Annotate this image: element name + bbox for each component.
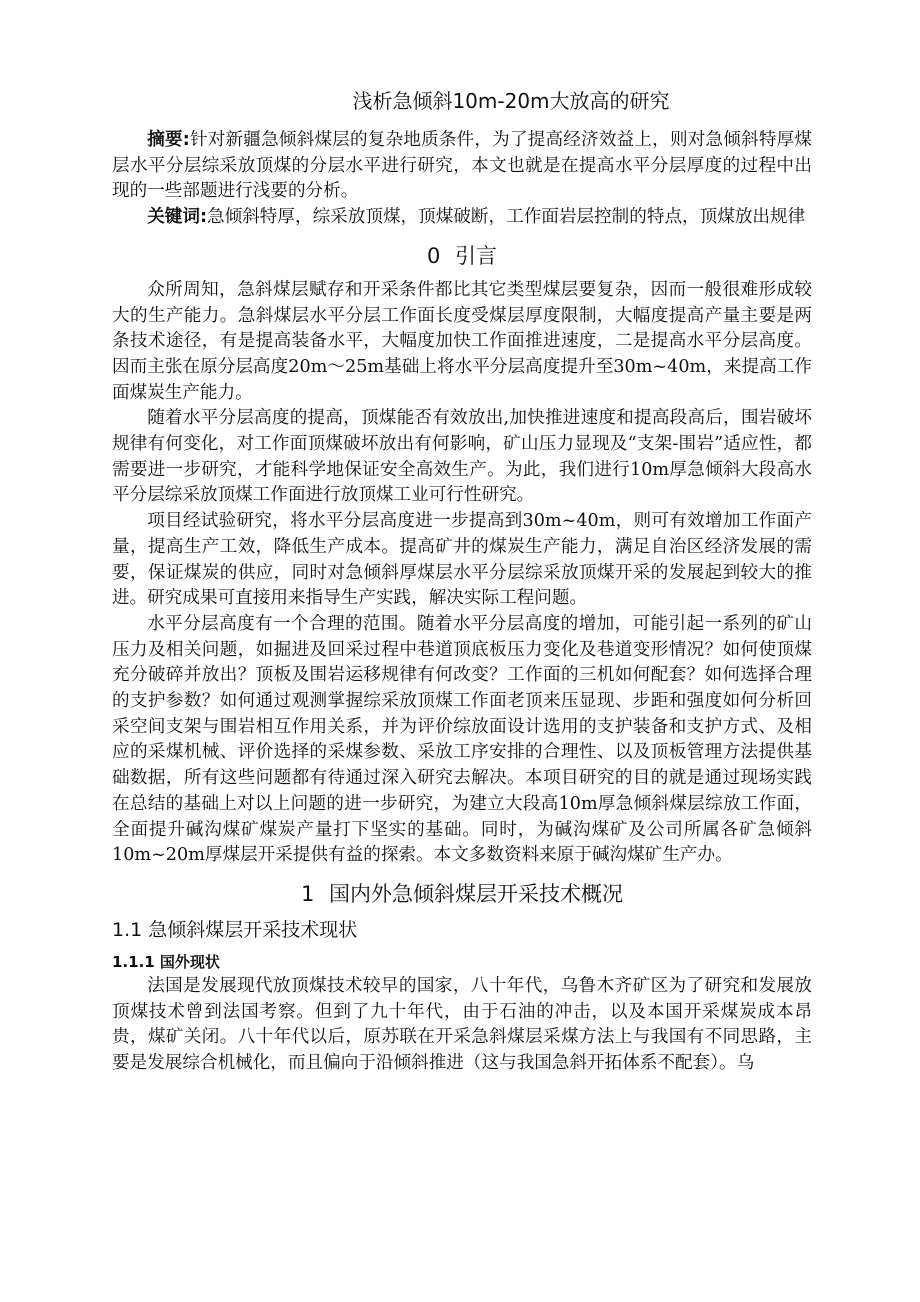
abstract <box>112 128 812 205</box>
section-0-paragraph: 项目经试验研究，将水平分层高度进一步提高到30m~40m，则可有效增加工作面产量，提高生产工效，降低生产成本。提高矿井的煤炭生产能力，满足自治区经济发展的需要，保证煤炭的供应，同时对急倾斜厚煤层水平分层综采放顶煤开采的发展起到较大的推进。研究成果可直接用来指导生产实践，解决实际工程问题。 <box>112 511 812 609</box>
abstract-text: 针对新疆急倾斜煤层的复杂地质条件，为了提高经济效益上，则对急倾斜特厚煤层水平分层综采放顶煤的分层水平进行研究，本文也就是在提高水平分层厚度的过程中出现的一些部题进行浅要的分析。 <box>112 130 812 202</box>
section-1-1-heading: 1.1 急倾斜煤层开采技术现状 <box>112 918 358 941</box>
abstract-label: 摘要: <box>147 130 190 150</box>
document-title: 浅析急倾斜10m-20m大放高的研究 <box>352 89 670 113</box>
section-0-paragraph: 众所周知，急斜煤层赋存和开采条件都比其它类型煤层要复杂，因而一般很难形成较大的生产能力。急斜煤层水平分层工作面长度受煤层厚度限制，大幅度提高产量主要是两条技术途径，有是提高装备水平，大幅度加快工作面推进速度，二是提高水平分层高度。因而主张在原分层高度20m～25m基础上将水平分层高度提升至30m~40m，来提高工作面煤炭生产能力。 <box>112 279 812 403</box>
section-1-heading: 1 国内外急倾斜煤层开采技术概况 <box>300 881 624 906</box>
section-0-heading: 0 引言 <box>426 243 498 268</box>
section-0-paragraph: 随着水平分层高度的提高，顶煤能否有效放出,加快推进速度和提高段高后，围岩破坏规律有何变化，对工作面顶煤破坏放出有何影响，矿山压力显现及“支架-围岩”适应性，都需要进一步研究，才能科学地保证安全高效生产。为此，我们进行10m厚急倾斜大段高水平分层综采放顶煤工作面进行放顶煤工业可行性研究。 <box>112 408 812 506</box>
keywords-label: 关键词: <box>147 207 208 228</box>
keywords <box>112 205 812 231</box>
section-1-paragraph: 法国是发展现代放顶煤技术较早的国家，八十年代，乌鲁木齐矿区为了研究和发展放顶煤技术曾到法国考察。但到了九十年代，由于石油的冲击，以及本国开采煤炭成本昂贵，煤矿关闭。八十年代以后，原苏联在开采急斜煤层采煤方法上与我国有不同思路，主要是发展综合机械化，而且偏向于沿倾斜推进（这与我国急斜开拓体系不配套）。乌 <box>112 975 812 1074</box>
keywords-text: 急倾斜特厚，综采放顶煤，顶煤破断，工作面岩层控制的特点，顶煤放出规律 <box>207 207 806 228</box>
section-0-paragraph: 水平分层高度有一个合理的范围。随着水平分层高度的增加，可能引起一系列的矿山压力及相关问题，如掘进及回采过程中巷道顶底板压力变化及巷道变形情况？如何使顶煤充分破碎并放出？顶板及围岩运移规律有何改变？工作面的三机如何配套？如何选择合理的支护参数？如何通过观测掌握综采放顶煤工作面老顶来压显现、步距和强度如何分析回采空间支架与围岩相互作用关系，并为评价综放面设计选用的支护装备和支护方式、及相应的采煤机械、评价选择的采煤参数、采放工序安排的合理性、以及顶板管理方法提供基础数据，所有这些问题都有待通过深入研究去解决。本项目研究的目的就是通过现场实践在总结的基础上对以上问题的进一步研究，为建立大段高10m厚急倾斜煤层综放工作面，全面提升碱沟煤矿煤炭产量打下坚实的基础。同时，为碱沟煤矿及公司所属各矿急倾斜10m~20m厚煤层开采提供有益的探索。本文多数资料来原于碱沟煤矿生产办。 <box>112 613 812 866</box>
section-1-1-1-heading: 1.1.1 国外现状 <box>112 952 220 971</box>
